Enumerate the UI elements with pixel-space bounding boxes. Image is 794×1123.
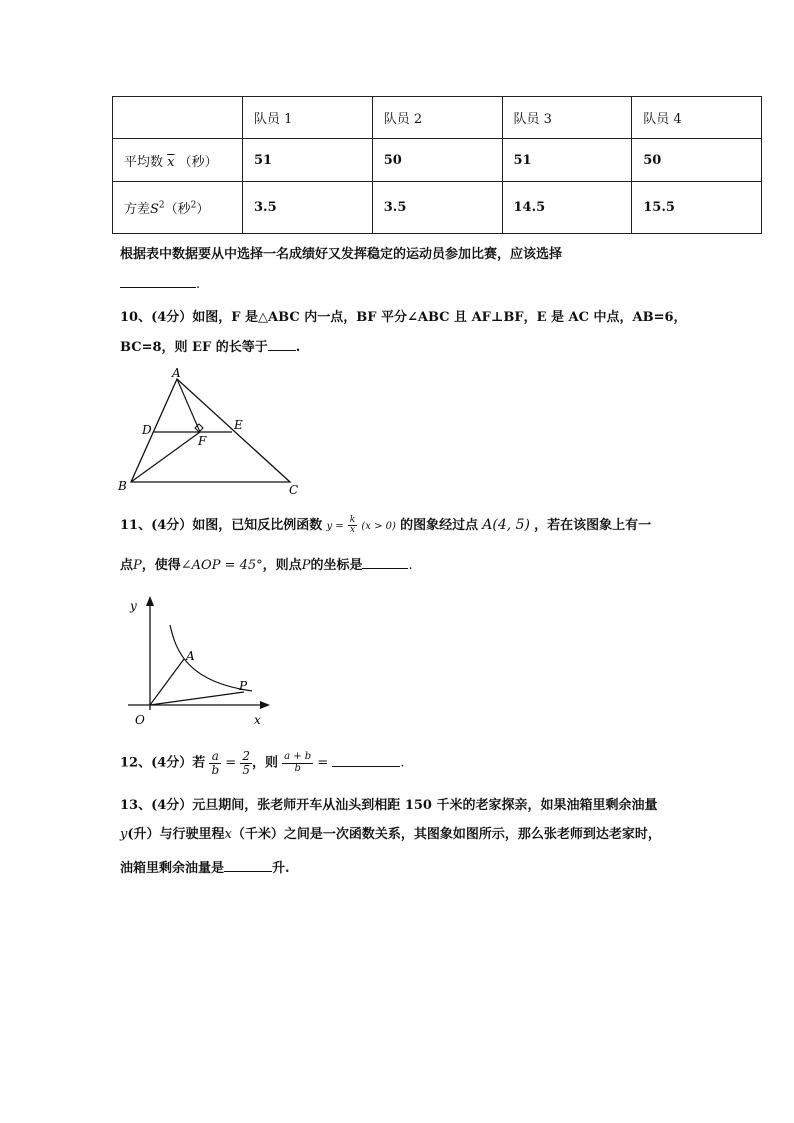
q10-line1: 10、(4分）如图，F 是△ABC 内一点，BF 平分∠ABC 且 AF⊥BF，E 是 AC 中点，AB=6，: [120, 310, 687, 325]
table-cell: 50: [372, 139, 502, 182]
table-cell: 3.5: [243, 182, 373, 234]
table-cell: 50: [632, 139, 762, 182]
segment-op: [150, 692, 244, 705]
q12-line: 12、(4分）若 $\frac{a}{b}$ = $\frac{2}{5}$ ，则 $\frac{a + b}{b}$ = .: [120, 749, 405, 777]
table-header-row: [113, 97, 762, 139]
table-header-cell: 队员 4: [632, 97, 762, 139]
athlete-stats-table: [112, 96, 762, 234]
hyperbola-figure: [118, 592, 278, 730]
fraction-k-over-x: $\frac{k}{x}$: [349, 514, 356, 535]
answer-blank: [224, 859, 272, 872]
x-axis-arrow: [260, 701, 270, 709]
label-o: O: [135, 713, 145, 727]
q10-line2: BC=8，则 EF 的长等于 .: [120, 340, 301, 355]
table-header-cell: 队员 2: [372, 97, 502, 139]
table-cell: 3.5: [372, 182, 502, 234]
triangle-figure: [114, 366, 304, 498]
q13-line1: 13、(4分）元旦期间，张老师开车从汕头到相距 150 千米的老家探亲，如果油箱里剩余油量: [120, 798, 658, 813]
answer-blank: [362, 556, 408, 569]
answer-blank: [268, 338, 296, 351]
row-label-variance: 方差$S^2$（秒$^2$）: [113, 182, 243, 234]
label-x: x: [254, 713, 261, 727]
table-header-cell: 队员 3: [502, 97, 632, 139]
q13-line2: y(升）与行驶里程x（千米）之间是一次函数关系，其图象如图所示，那么张老师到达老家时，: [120, 827, 661, 842]
label-p: P: [239, 679, 248, 693]
row-label-mean: 平均数 $\overline{x}$ （秒）: [113, 139, 243, 182]
segment-oa: [150, 659, 184, 705]
table-header-cell: [113, 97, 243, 139]
table-header-cell: 队员 1: [243, 97, 373, 139]
q9-answer-line: .: [120, 275, 200, 292]
table-cell: 14.5: [502, 182, 632, 234]
label-f: F: [198, 434, 207, 448]
table-row-variance: [113, 182, 762, 234]
label-e: E: [234, 418, 243, 432]
q9-text: 根据表中数据要从中选择一名成绩好又发挥稳定的运动员参加比赛，应该选择: [120, 247, 563, 262]
label-d: D: [142, 423, 152, 437]
label-c: C: [289, 483, 299, 497]
table-row-mean: [113, 139, 762, 182]
table-cell: 51: [502, 139, 632, 182]
q11-line1: 11、(4分）如图，已知反比例函数 y = $\frac{k}{x}$ (x > 0) 的图象经过点 A(4, 5) ，若在该图象上有一: [120, 514, 652, 535]
triangle-abc: [131, 379, 290, 482]
fraction-two-fifths: $\frac{2}{5}$: [242, 749, 250, 777]
answer-blank: [332, 754, 400, 767]
q13-line3: 油箱里剩余油量是 升.: [120, 861, 290, 876]
segment-bf: [131, 432, 200, 482]
q11-line2: 点P，使得∠AOP = 45°，则点P的坐标是 .: [120, 558, 413, 573]
segment-af: [177, 379, 200, 432]
label-a: A: [186, 649, 195, 663]
label-y: y: [130, 599, 137, 613]
answer-blank: [120, 275, 196, 288]
table-cell: 15.5: [632, 182, 762, 234]
fraction-a-over-b: $\frac{a}{b}$: [211, 749, 220, 777]
fraction-a-plus-b-over-b: $\frac{a + b}{b}$: [284, 751, 312, 774]
y-axis-arrow: [146, 596, 154, 606]
label-a: A: [172, 366, 181, 380]
label-b: B: [118, 479, 127, 493]
table-cell: 51: [243, 139, 373, 182]
